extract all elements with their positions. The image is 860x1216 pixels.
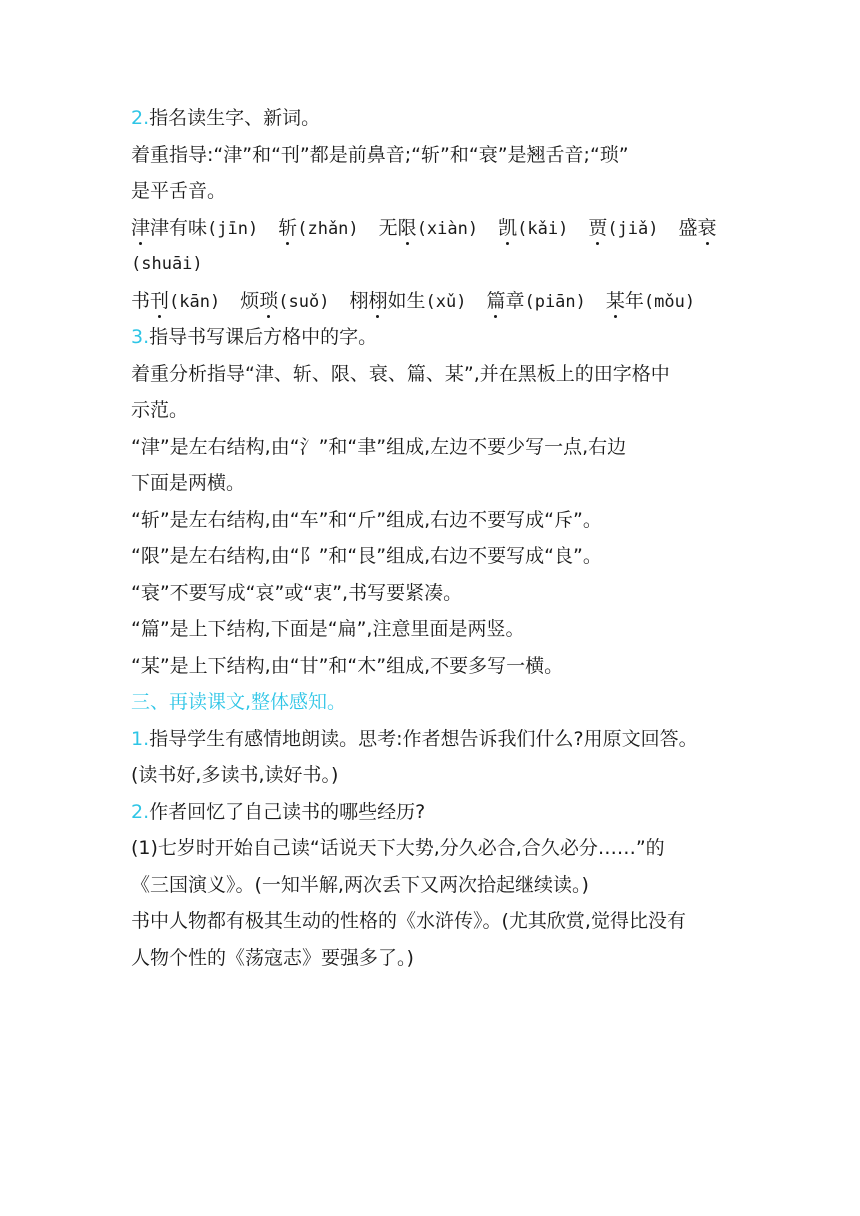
vocab-row-2 — [131, 283, 731, 320]
emphasis-dot-char: 限 — [397, 216, 417, 239]
pinyin-continuation: (shuāi) — [131, 254, 203, 274]
paragraph-line: 示范。 — [131, 399, 189, 421]
vocab-word: 盛衰 — [678, 216, 717, 239]
paragraph-line: “衰”不要写成“哀”或“衷”,书写要紧凑。 — [131, 581, 463, 604]
paragraph-line: “斩”是左右结构,由“车”和“斤”组成,右边不要写成“斥”。 — [131, 508, 602, 531]
step-1-heading — [131, 721, 731, 758]
paragraph-line: (读书好,多读书,读好书。) — [131, 764, 339, 786]
emphasis-dot-char: 津 — [131, 216, 151, 239]
vocab-row-1 — [131, 210, 731, 247]
emphasis-dot-char: 凯 — [498, 216, 518, 239]
step-text: 作者回忆了自己读书的哪些经历? — [149, 800, 426, 823]
paragraph-line: “某”是上下结构,由“甘”和“木”组成,不要多写一横。 — [131, 654, 564, 677]
vocab-word: 篇章(piān) — [486, 289, 586, 312]
emphasis-dot-char: 斩 — [278, 216, 298, 239]
paragraph-line: 是平舌音。 — [131, 180, 227, 202]
vocab-word: 烦琐(suǒ) — [240, 289, 330, 312]
emphasis-dot-char: 篇 — [486, 289, 506, 312]
step-2b-heading — [131, 794, 731, 831]
step-3-heading — [131, 319, 731, 356]
paragraph-line: “篇”是上下结构,下面是“扁”,注意里面是两竖。 — [131, 618, 525, 640]
paragraph-line: 人物个性的《荡寇志》要强多了。) — [131, 946, 414, 969]
step-text: 指导学生有感情地朗读。思考:作者想告诉我们什么?用原文回答。 — [149, 727, 698, 750]
step-text: 指名读生字、新词。 — [149, 107, 321, 129]
section-heading: 三、再读课文,整体感知。 — [131, 691, 347, 713]
paragraph-line: 着重分析指导“津、斩、限、衰、篇、某”,并在黑板上的田字格中 — [131, 362, 670, 385]
vocab-word: 书刊(kān) — [131, 289, 221, 312]
emphasis-dot-char: 衰 — [697, 216, 717, 239]
emphasis-dot-char: 刊 — [150, 289, 170, 312]
vocab-word: 津津有味(jīn) — [131, 216, 259, 239]
emphasis-dot-char: 贾 — [588, 216, 608, 239]
emphasis-dot-char: 琐 — [259, 289, 279, 312]
step-text: 指导书写课后方格中的字。 — [149, 326, 378, 348]
emphasis-dot-char: 栩 — [368, 289, 388, 312]
paragraph-line: 着重指导:“津”和“刊”都是前鼻音;“斩”和“衰”是翘舌音;“琐” — [131, 143, 629, 166]
paragraph-line: 书中人物都有极其生动的性格的《水浒传》。(尤其欣赏,觉得比没有 — [131, 910, 686, 932]
vocab-word: 贾(jiǎ) — [588, 216, 659, 239]
document-page — [131, 100, 731, 976]
vocab-word: 斩(zhǎn) — [278, 216, 359, 239]
paragraph-line: 《三国演义》。(一知半解,两次丢下又两次拾起继续读。) — [131, 873, 589, 896]
emphasis-dot-char: 某 — [605, 289, 625, 312]
step-number: 3. — [131, 326, 150, 348]
step-number: 1. — [131, 727, 150, 750]
vocab-word: 某年(mǒu) — [605, 289, 696, 312]
paragraph-line: “限”是左右结构,由“阝”和“艮”组成,右边不要写成“良”。 — [131, 545, 602, 567]
vocab-word: 无限(xiàn) — [378, 216, 479, 239]
paragraph-line: “津”是左右结构,由“氵”和“聿”组成,左边不要少写一点,右边 — [131, 435, 627, 458]
step-number: 2. — [131, 107, 150, 129]
vocab-word: 栩栩如生(xǔ) — [349, 289, 467, 312]
vocab-word: 凯(kǎi) — [498, 216, 569, 239]
paragraph-line: 下面是两横。 — [131, 472, 246, 494]
step-number: 2. — [131, 800, 150, 823]
paragraph-line: (1)七岁时开始自己读“话说天下大势,分久必合,合久必分……”的 — [131, 837, 665, 859]
step-2-heading — [131, 100, 731, 137]
